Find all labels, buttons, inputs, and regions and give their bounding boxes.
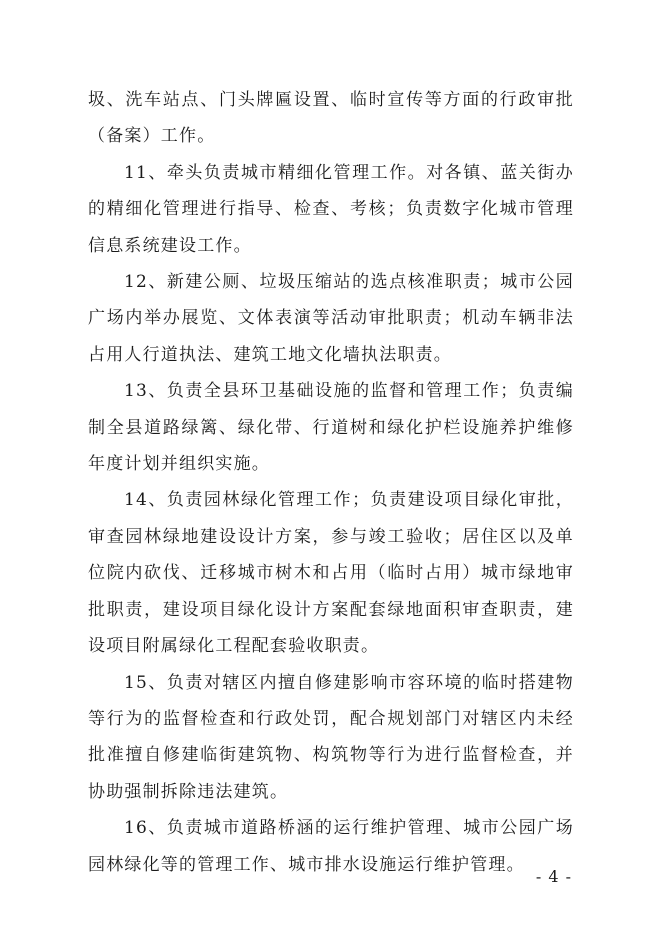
paragraph-item-13: 13、负责全县环卫基础设施的监督和管理工作；负责编制全县道路绿篱、绿化带、行道树和绿化护栏设施养护维修年度计划并组织实施。: [88, 381, 574, 475]
page-number: - 4 -: [535, 867, 572, 886]
paragraph-item-11: 11、牵头负责城市精细化管理工作。对各镇、蓝关街办的精细化管理进行指导、检查、考核；负责数字化城市管理信息系统建设工作。: [88, 162, 574, 256]
paragraph-item-16: 16、负责城市道路桥涵的运行维护管理、城市公园广场园林绿化等的管理工作、城市排水设施运行维护管理。: [88, 818, 574, 875]
document-body: [88, 82, 574, 883]
paragraph-item-12: 12、新建公厕、垃圾压缩站的选点核准职责；城市公园广场内举办展览、文体表演等活动审批职责；机动车辆非法占用人行道执法、建筑工地文化墙执法职责。: [88, 272, 574, 365]
paragraph-item-14: 14、负责园林绿化管理工作；负责建设项目绿化审批，审查园林绿地建设设计方案，参与竣工验收；居住区以及单位院内砍伐、迁移城市树木和占用（临时占用）城市绿地审批职责，建设项目绿化设计方案配套绿地面积审查职责，建设项目附属绿化工程配套验收职责。: [88, 490, 574, 657]
paragraph-continuation: 圾、洗车站点、门头牌匾设置、临时宣传等方面的行政审批（备案）工作。: [88, 90, 574, 147]
paragraph-item-15: 15、负责对辖区内擅自修建影响市容环境的临时搭建物等行为的监督检查和行政处罚，配合规划部门对辖区内未经批准擅自修建临街建筑物、构筑物等行为进行监督检查，并协助强制拆除违法建筑。: [88, 672, 574, 802]
